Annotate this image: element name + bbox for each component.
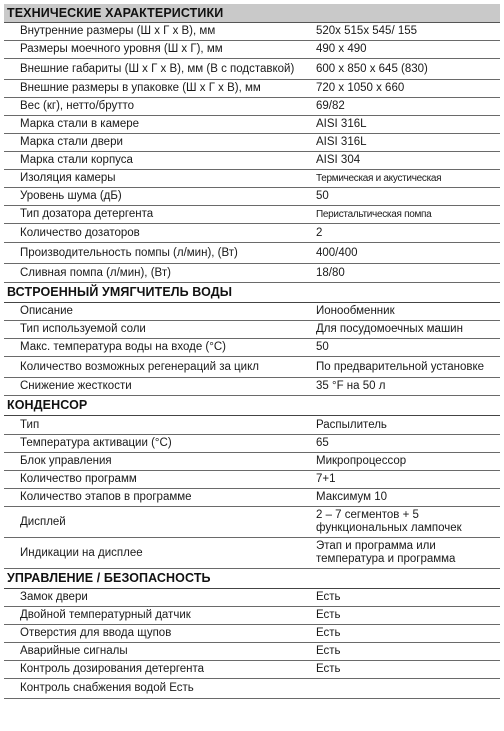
spec-value: 35 °F на 50 л [316, 380, 386, 392]
spec-label: Отверстия для ввода щупов [20, 627, 172, 639]
spec-row [4, 321, 500, 339]
spec-value: 490 x 490 [316, 43, 367, 55]
spec-row [4, 378, 500, 396]
spec-label: Производительность помпы (л/мин), (Вт) [20, 246, 238, 259]
spec-value: Для посудомоечных машин [316, 323, 463, 335]
spec-label: Количество программ [20, 473, 137, 485]
spec-row [4, 357, 500, 378]
spec-row [4, 243, 500, 264]
spec-value [316, 679, 500, 698]
spec-value: Термическая и акустическая [316, 173, 442, 184]
spec-value: 50 [316, 190, 329, 202]
spec-row [4, 188, 500, 206]
spec-row [4, 489, 500, 507]
spec-value: 18/80 [316, 266, 345, 279]
spec-row [4, 170, 500, 188]
spec-row [4, 339, 500, 357]
spec-value: AISI 316L [316, 136, 367, 148]
spec-label: Макс. температура воды на входе (°С) [20, 341, 226, 353]
spec-value: 600 x 850 x 645 (830) [316, 62, 428, 75]
spec-label: Температура активации (°С) [20, 437, 172, 449]
spec-value: AISI 304 [316, 154, 361, 166]
spec-value: 720 x 1050 x 660 [316, 82, 405, 94]
spec-row [4, 435, 500, 453]
spec-row [4, 607, 500, 625]
spec-value: 520x 515x 545/ 155 [316, 25, 418, 37]
spec-label: Количество этапов в программе [20, 491, 192, 503]
spec-value: 2 [316, 226, 323, 239]
spec-row [4, 59, 500, 80]
spec-label: Внешние габариты (Ш x Г x В), мм (В с подставкой) [20, 62, 295, 75]
spec-label: Изоляция камеры [20, 172, 116, 184]
spec-label: Описание [20, 305, 73, 317]
spec-label: Аварийные сигналы [20, 645, 128, 657]
spec-row [4, 206, 500, 224]
spec-row [4, 416, 500, 435]
spec-label: Двойной температурный датчик [20, 609, 191, 621]
spec-label: Дисплей [20, 515, 66, 528]
spec-row [4, 471, 500, 489]
spec-value: Есть [316, 645, 341, 657]
spec-label: Размеры моечного уровня (Ш x Г), мм [20, 43, 223, 55]
spec-label: Марка стали корпуса [20, 154, 133, 166]
spec-row [4, 116, 500, 134]
spec-value: Есть [316, 609, 341, 621]
spec-label: Контроль дозирования детергента [20, 663, 205, 675]
spec-value: Этап и программа или температура и программа [316, 540, 456, 565]
spec-value: Перистальтическая помпа [316, 209, 432, 220]
spec-label: Вес (кг), нетто/брутто [20, 100, 135, 112]
spec-label: Тип используемой соли [20, 323, 146, 335]
spec-label: Количество возможных регенераций за цикл [20, 360, 259, 373]
spec-value: 400/400 [316, 246, 358, 259]
spec-value: Ионообменник [316, 305, 395, 317]
spec-value: 7+1 [316, 473, 336, 485]
spec-label: Количество дозаторов [20, 226, 140, 239]
spec-row [4, 152, 500, 170]
spec-value: Максимум 10 [316, 491, 387, 503]
spec-row [4, 507, 500, 538]
spec-label: Блок управления [20, 455, 112, 467]
spec-value: Есть [316, 591, 341, 603]
spec-row [4, 264, 500, 283]
spec-label: Марка стали двери [20, 136, 123, 148]
spec-row [4, 41, 500, 59]
spec-row [4, 538, 500, 569]
section-title: ВСТРОЕННЫЙ УМЯГЧИТЕЛЬ ВОДЫ [4, 283, 500, 303]
section-title: ТЕХНИЧЕСКИЕ ХАРАКТЕРИСТИКИ [4, 4, 500, 23]
spec-label: Снижение жесткости [20, 380, 132, 392]
spec-row [4, 453, 500, 471]
spec-value: Есть [316, 627, 341, 639]
spec-value: Микропроцессор [316, 455, 407, 467]
spec-row [4, 625, 500, 643]
spec-value: 65 [316, 437, 329, 449]
spec-label: Тип дозатора детергента [20, 208, 154, 220]
spec-label: Марка стали в камере [20, 118, 140, 130]
spec-row [4, 98, 500, 116]
spec-label: Замок двери [20, 591, 88, 603]
spec-label: Уровень шума (дБ) [20, 190, 122, 202]
spec-label: Тип [20, 418, 40, 431]
spec-value: Есть [316, 663, 341, 675]
section-title: КОНДЕНСОР [4, 396, 500, 416]
spec-row [4, 661, 500, 679]
spec-label: Внешние размеры в упаковке (Ш x Г x В), мм [20, 82, 261, 94]
spec-sheet [4, 4, 500, 699]
spec-value: Распылитель [316, 418, 387, 431]
spec-label: Внутренние размеры (Ш x Г x В), мм [20, 25, 216, 37]
spec-row [4, 643, 500, 661]
spec-row [4, 134, 500, 152]
spec-value: 50 [316, 341, 329, 353]
spec-row [4, 679, 500, 699]
spec-value: AISI 316L [316, 118, 367, 130]
spec-value: 69/82 [316, 100, 345, 112]
spec-row [4, 303, 500, 321]
spec-label: Сливная помпа (л/мин), (Вт) [20, 266, 171, 279]
spec-row [4, 224, 500, 243]
section-title: УПРАВЛЕНИЕ / БЕЗОПАСНОСТЬ [4, 569, 500, 589]
spec-row [4, 23, 500, 41]
spec-label: Контроль снабжения водой Есть [20, 682, 194, 694]
spec-value: 2 – 7 сегментов + 5 функциональных лампочек [316, 509, 462, 534]
spec-label: Индикации на дисплее [20, 546, 143, 559]
spec-value: По предварительной установке [316, 360, 485, 373]
spec-row [4, 589, 500, 607]
spec-row [4, 80, 500, 98]
